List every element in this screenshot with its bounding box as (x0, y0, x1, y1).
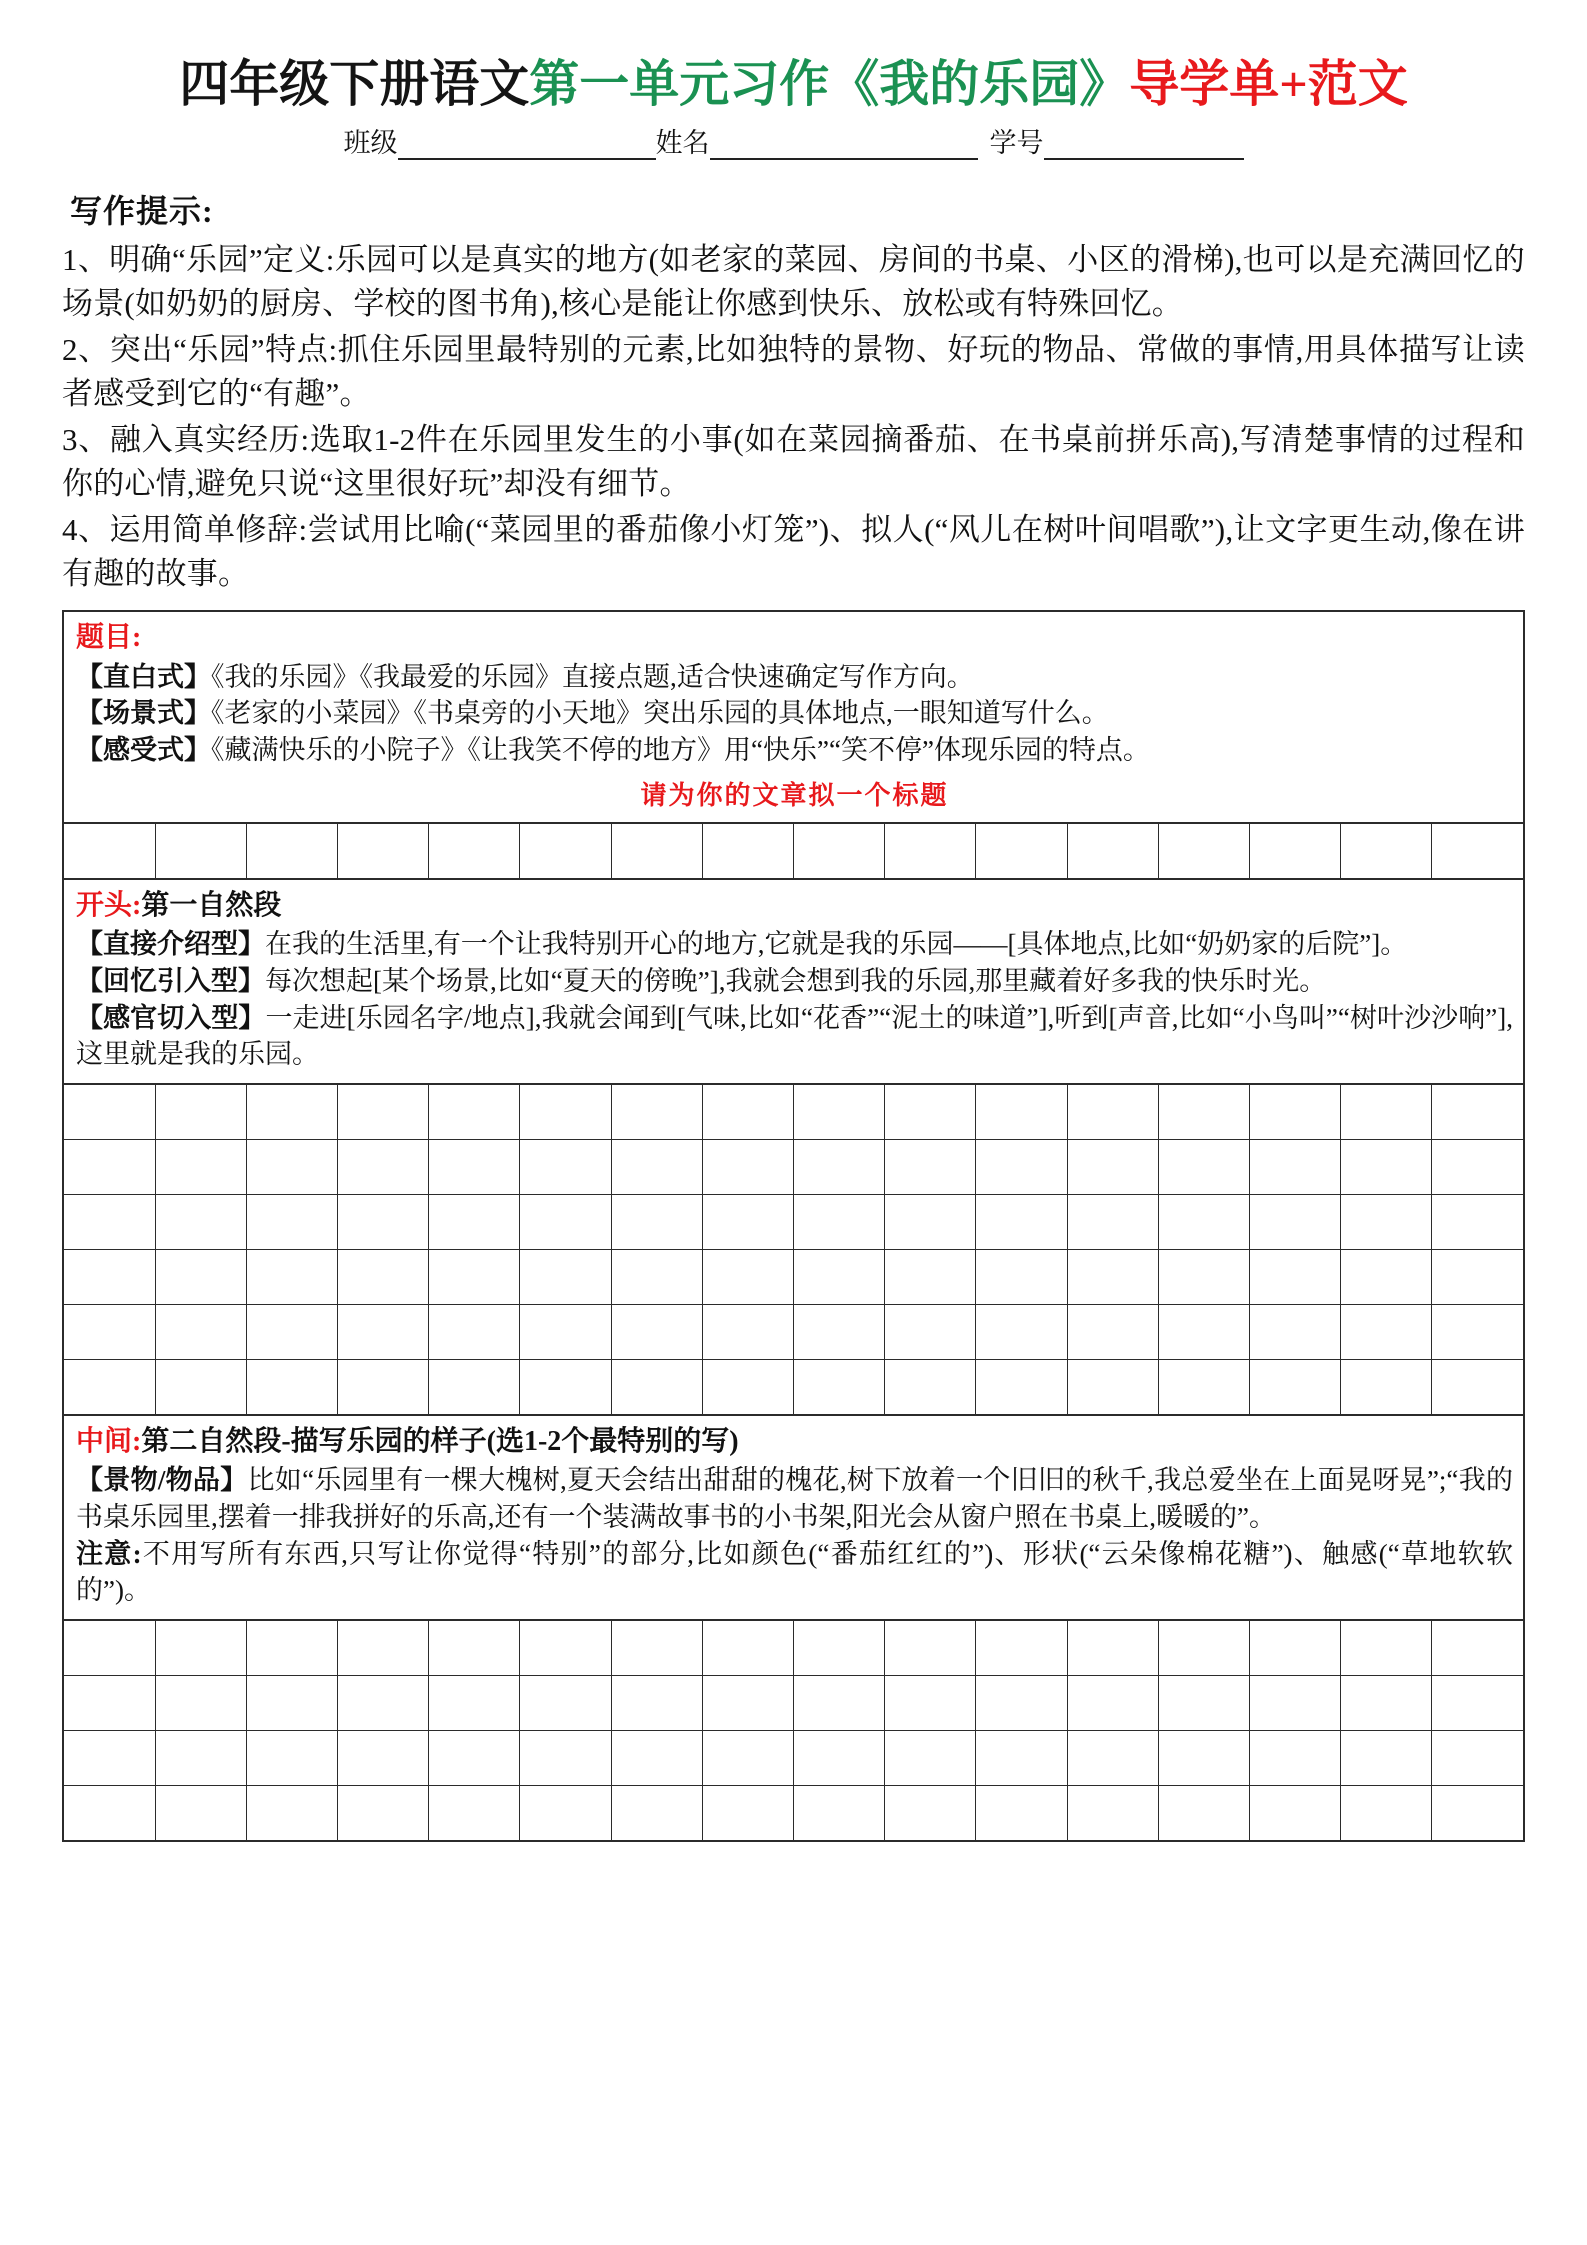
grid-cell[interactable] (246, 1731, 337, 1786)
grid-cell[interactable] (1432, 1139, 1523, 1194)
grid-cell[interactable] (155, 1085, 246, 1140)
grid-cell[interactable] (64, 1085, 155, 1140)
grid-cell[interactable] (155, 1304, 246, 1359)
grid-cell[interactable] (611, 1249, 702, 1304)
grid-cell[interactable] (1067, 1194, 1158, 1249)
grid-cell[interactable] (246, 1621, 337, 1676)
grid-cell[interactable] (702, 1621, 793, 1676)
grid-cell[interactable] (794, 824, 885, 878)
grid-cell[interactable] (246, 1304, 337, 1359)
opening-heading-red: 开头: (76, 889, 142, 921)
grid-cell[interactable] (1067, 1085, 1158, 1140)
opening-line-3 (76, 1000, 1513, 1073)
grid-cell[interactable] (429, 1621, 520, 1676)
middle-heading-black: 第二自然段-描写乐园的样子(选1-2个最特别的写) (141, 1425, 739, 1457)
topic-line-3 (76, 732, 1513, 769)
grid-cell[interactable] (520, 1621, 611, 1676)
grid-cell[interactable] (246, 1676, 337, 1731)
grid-cell[interactable] (246, 1139, 337, 1194)
name-blank[interactable] (710, 132, 978, 160)
class-field[interactable] (344, 121, 656, 160)
grid-cell[interactable] (611, 1621, 702, 1676)
grid-cell[interactable] (246, 1359, 337, 1414)
grid-cell[interactable] (1432, 1249, 1523, 1304)
grid-cell[interactable] (1249, 1304, 1340, 1359)
grid-cell[interactable] (1158, 1194, 1249, 1249)
grid-cell[interactable] (976, 1731, 1067, 1786)
grid-cell[interactable] (155, 1621, 246, 1676)
grid-cell[interactable] (155, 1139, 246, 1194)
class-blank[interactable] (398, 132, 656, 160)
grid-cell[interactable] (702, 1139, 793, 1194)
topic-writing-grid[interactable] (64, 824, 1523, 880)
topic-text-2: 《老家的小菜园》《书桌旁的小天地》突出乐园的具体地点,一眼知道写什么。 (211, 698, 1109, 729)
opening-text-2: 每次想起[某个场景,比如“夏天的傍晚”],我就会想到我的乐园,那里藏着好多我的快乐时光。 (265, 965, 1327, 996)
grid-cell[interactable] (1067, 824, 1158, 878)
grid-cell[interactable] (702, 1194, 793, 1249)
opening-label-2: 【回忆引入型】 (76, 965, 265, 996)
writing-tips-heading: 写作提示: (70, 193, 214, 229)
name-label: 姓名 (655, 128, 710, 158)
grid-cell[interactable] (155, 1249, 246, 1304)
grid-cell[interactable] (1341, 1249, 1432, 1304)
grid-row (64, 1085, 1523, 1140)
grid-cell[interactable] (611, 1304, 702, 1359)
class-label: 班级 (343, 128, 398, 158)
middle-line-1 (76, 1462, 1513, 1535)
grid-cell[interactable] (885, 1304, 976, 1359)
grid-cell[interactable] (885, 824, 976, 878)
middle-text-1: 比如“乐园里有一棵大槐树,夏天会结出甜甜的槐花,树下放着一个旧旧的秋千,我总爱坐在上面晃呀晃”;“我的书桌乐园里,摆着一排我拼好的乐高,还有一个装满故事书的小书架,阳光会从窗户照在书桌上,暖暖的”。 (76, 1465, 1513, 1533)
grid-cell[interactable] (338, 1085, 429, 1140)
grid-cell[interactable] (976, 1304, 1067, 1359)
grid-cell[interactable] (338, 1676, 429, 1731)
grid-cell[interactable] (976, 1676, 1067, 1731)
grid-cell[interactable] (338, 1786, 429, 1841)
grid-cell[interactable] (976, 1621, 1067, 1676)
grid-cell[interactable] (155, 1194, 246, 1249)
grid-cell[interactable] (1432, 1194, 1523, 1249)
grid-cell[interactable] (520, 1085, 611, 1140)
grid-cell[interactable] (520, 1304, 611, 1359)
grid-cell[interactable] (1249, 1676, 1340, 1731)
grid-cell[interactable] (246, 1249, 337, 1304)
topic-text-1: 《我的乐园》《我最爱的乐园》直接点题,适合快速确定写作方向。 (211, 661, 974, 692)
grid-cell[interactable] (702, 1359, 793, 1414)
grid-cell[interactable] (885, 1621, 976, 1676)
grid-cell[interactable] (64, 1194, 155, 1249)
middle-heading-red: 中间: (76, 1425, 142, 1457)
worksheet-sheet (62, 610, 1525, 1842)
grid-cell[interactable] (885, 1676, 976, 1731)
title-part-unit: 第一单元习作《我的乐园》 (529, 56, 1130, 112)
opening-text-3: 一走进[乐园名字/地点],我就会闻到[气味,比如“花香”“泥土的味道”],听到[声音,比如“小鸟叫”“树叶沙沙响”],这里就是我的乐园。 (76, 1002, 1514, 1070)
grid-cell[interactable] (1341, 1621, 1432, 1676)
opening-label-1: 【直接介绍型】 (76, 929, 265, 960)
grid-cell[interactable] (429, 1304, 520, 1359)
grid-cell[interactable] (976, 824, 1067, 878)
grid-cell[interactable] (520, 1676, 611, 1731)
middle-line-2 (76, 1536, 1513, 1609)
number-field[interactable] (990, 121, 1244, 160)
grid-cell[interactable] (1432, 1304, 1523, 1359)
grid-cell[interactable] (338, 1249, 429, 1304)
grid-cell[interactable] (1341, 1731, 1432, 1786)
grid-cell[interactable] (1158, 1304, 1249, 1359)
grid-cell[interactable] (794, 1621, 885, 1676)
grid-cell[interactable] (611, 1085, 702, 1140)
grid-cell[interactable] (1341, 1359, 1432, 1414)
grid-cell[interactable] (520, 1731, 611, 1786)
grid-cell[interactable] (155, 824, 246, 878)
grid-cell[interactable] (1341, 1194, 1432, 1249)
grid-cell[interactable] (520, 1359, 611, 1414)
topic-label-2: 【场景式】 (76, 698, 211, 729)
middle-grid-table[interactable] (64, 1621, 1523, 1840)
grid-cell[interactable] (1067, 1304, 1158, 1359)
grid-cell[interactable] (429, 1786, 520, 1841)
grid-cell[interactable] (64, 1731, 155, 1786)
opening-text-1: 在我的生活里,有一个让我特别开心的地方,它就是我的乐园——[具体地点,比如“奶奶家的后院”]。 (265, 929, 1408, 960)
opening-line-2 (76, 963, 1513, 1000)
grid-cell[interactable] (611, 1359, 702, 1414)
grid-cell[interactable] (155, 1676, 246, 1731)
grid-cell[interactable] (338, 1139, 429, 1194)
grid-cell[interactable] (1432, 1731, 1523, 1786)
opening-section (64, 880, 1523, 1085)
grid-cell[interactable] (702, 1304, 793, 1359)
grid-cell[interactable] (885, 1085, 976, 1140)
grid-cell[interactable] (976, 1139, 1067, 1194)
grid-cell[interactable] (1067, 1621, 1158, 1676)
grid-cell[interactable] (64, 1786, 155, 1841)
grid-cell[interactable] (429, 1139, 520, 1194)
grid-cell[interactable] (1158, 1676, 1249, 1731)
opening-line-1 (76, 926, 1513, 963)
grid-cell[interactable] (1249, 1249, 1340, 1304)
topic-line-2 (76, 695, 1513, 732)
grid-cell[interactable] (1341, 1786, 1432, 1841)
student-info-line (62, 121, 1525, 160)
grid-cell[interactable] (1249, 1085, 1340, 1140)
grid-cell[interactable] (1158, 1731, 1249, 1786)
number-label: 学号 (989, 128, 1044, 158)
grid-cell[interactable] (794, 1359, 885, 1414)
grid-cell[interactable] (64, 1139, 155, 1194)
grid-cell[interactable] (1158, 824, 1249, 878)
writing-tip-3: 3、融入真实经历:选取1-2件在乐园里发生的小事(如在菜园摘番茄、在书桌前拼乐高),写清楚事情的过程和你的心情,避免只说“这里很好玩”却没有细节。 (62, 422, 1525, 502)
grid-cell[interactable] (155, 1359, 246, 1414)
grid-cell[interactable] (429, 1194, 520, 1249)
grid-row (64, 1786, 1523, 1841)
grid-cell[interactable] (64, 1359, 155, 1414)
grid-row (64, 824, 1523, 878)
number-blank[interactable] (1044, 132, 1244, 160)
grid-cell[interactable] (1341, 1085, 1432, 1140)
grid-cell[interactable] (1341, 824, 1432, 878)
opening-section-heading (76, 888, 1513, 924)
opening-heading-black: 第一自然段 (141, 889, 282, 921)
grid-row (64, 1676, 1523, 1731)
middle-text-2: 不用写所有东西,只写让你觉得“特别”的部分,比如颜色(“番茄红红的”)、形状(“云朵像棉花糖”)、触感(“草地软软的”)。 (76, 1538, 1513, 1606)
grid-cell[interactable] (794, 1194, 885, 1249)
grid-cell[interactable] (64, 1676, 155, 1731)
middle-label-1: 【景物/物品】 (76, 1465, 248, 1496)
grid-row (64, 1359, 1523, 1414)
grid-cell[interactable] (611, 824, 702, 878)
grid-cell[interactable] (1067, 1359, 1158, 1414)
grid-cell[interactable] (429, 1249, 520, 1304)
grid-cell[interactable] (611, 1194, 702, 1249)
title-part-grade: 四年级下册语文 (179, 56, 530, 112)
topic-text-3: 《藏满快乐的小院子》《让我笑不停的地方》用“快乐”“笑不停”体现乐园的特点。 (211, 734, 1150, 765)
topic-label-3: 【感受式】 (76, 734, 211, 765)
middle-section (64, 1416, 1523, 1621)
grid-cell[interactable] (976, 1786, 1067, 1841)
grid-cell[interactable] (246, 1194, 337, 1249)
grid-cell[interactable] (338, 1304, 429, 1359)
grid-cell[interactable] (976, 1249, 1067, 1304)
grid-cell[interactable] (1158, 1359, 1249, 1414)
grid-cell[interactable] (1067, 1731, 1158, 1786)
grid-cell[interactable] (885, 1139, 976, 1194)
grid-cell[interactable] (1249, 1139, 1340, 1194)
grid-cell[interactable] (520, 1786, 611, 1841)
grid-cell[interactable] (1158, 1249, 1249, 1304)
writing-tip-4: 4、运用简单修辞:尝试用比喻(“菜园里的番茄像小灯笼”)、拟人(“风儿在树叶间唱歌”),让文字更生动,像在讲有趣的故事。 (62, 512, 1525, 592)
topic-label-1: 【直白式】 (76, 661, 211, 692)
middle-label-2: 注意: (76, 1538, 142, 1569)
grid-cell[interactable] (702, 1249, 793, 1304)
grid-cell[interactable] (611, 1139, 702, 1194)
opening-writing-grid[interactable] (64, 1085, 1523, 1416)
grid-cell[interactable] (246, 824, 337, 878)
opening-label-3: 【感官切入型】 (76, 1002, 266, 1033)
grid-cell[interactable] (429, 1085, 520, 1140)
grid-cell[interactable] (794, 1085, 885, 1140)
grid-cell[interactable] (1067, 1139, 1158, 1194)
grid-row (64, 1139, 1523, 1194)
page-title (62, 54, 1525, 115)
grid-cell[interactable] (1341, 1676, 1432, 1731)
grid-cell[interactable] (611, 1731, 702, 1786)
grid-row (64, 1249, 1523, 1304)
grid-cell[interactable] (520, 1249, 611, 1304)
grid-cell[interactable] (338, 1621, 429, 1676)
grid-cell[interactable] (1158, 1139, 1249, 1194)
middle-section-heading (76, 1424, 1513, 1460)
grid-cell[interactable] (702, 1085, 793, 1140)
grid-cell[interactable] (702, 824, 793, 878)
grid-cell[interactable] (64, 1304, 155, 1359)
grid-cell[interactable] (611, 1786, 702, 1841)
grid-cell[interactable] (429, 1359, 520, 1414)
grid-cell[interactable] (429, 1676, 520, 1731)
grid-cell[interactable] (1432, 1359, 1523, 1414)
grid-cell[interactable] (338, 824, 429, 878)
grid-cell[interactable] (155, 1731, 246, 1786)
grid-cell[interactable] (1432, 1786, 1523, 1841)
grid-cell[interactable] (64, 824, 155, 878)
grid-cell[interactable] (702, 1676, 793, 1731)
grid-cell[interactable] (429, 1731, 520, 1786)
grid-cell[interactable] (1067, 1676, 1158, 1731)
topic-prompt: 请为你的文章拟一个标题 (640, 780, 949, 810)
grid-row (64, 1194, 1523, 1249)
grid-cell[interactable] (1249, 1194, 1340, 1249)
name-field[interactable] (656, 121, 978, 160)
grid-cell[interactable] (976, 1194, 1067, 1249)
grid-row (64, 1304, 1523, 1359)
grid-cell[interactable] (1158, 1085, 1249, 1140)
grid-cell[interactable] (520, 1139, 611, 1194)
grid-cell[interactable] (1341, 1304, 1432, 1359)
grid-cell[interactable] (246, 1786, 337, 1841)
topic-section-heading (76, 620, 1513, 656)
topic-section (64, 612, 1523, 824)
grid-cell[interactable] (885, 1194, 976, 1249)
grid-cell[interactable] (155, 1786, 246, 1841)
grid-cell[interactable] (246, 1085, 337, 1140)
grid-cell[interactable] (794, 1139, 885, 1194)
grid-cell[interactable] (1249, 1786, 1340, 1841)
grid-cell[interactable] (1249, 1359, 1340, 1414)
grid-cell[interactable] (794, 1731, 885, 1786)
grid-cell[interactable] (1249, 1621, 1340, 1676)
grid-cell[interactable] (1158, 1621, 1249, 1676)
grid-cell[interactable] (1432, 1621, 1523, 1676)
grid-cell[interactable] (976, 1085, 1067, 1140)
topic-grid-table[interactable] (64, 824, 1523, 878)
grid-cell[interactable] (794, 1676, 885, 1731)
topic-heading-red: 题目: (76, 622, 142, 654)
grid-cell[interactable] (338, 1359, 429, 1414)
grid-cell[interactable] (520, 824, 611, 878)
grid-cell[interactable] (1067, 1249, 1158, 1304)
grid-cell[interactable] (338, 1731, 429, 1786)
grid-cell[interactable] (1158, 1786, 1249, 1841)
grid-cell[interactable] (611, 1676, 702, 1731)
grid-cell[interactable] (702, 1731, 793, 1786)
grid-row (64, 1621, 1523, 1676)
middle-writing-grid[interactable] (64, 1621, 1523, 1840)
topic-line-1 (76, 659, 1513, 696)
grid-cell[interactable] (338, 1194, 429, 1249)
opening-grid-table[interactable] (64, 1085, 1523, 1414)
grid-row (64, 1731, 1523, 1786)
grid-cell[interactable] (64, 1621, 155, 1676)
grid-cell[interactable] (885, 1249, 976, 1304)
grid-cell[interactable] (1432, 1085, 1523, 1140)
grid-cell[interactable] (885, 1359, 976, 1414)
title-part-type: 导学单+范文 (1129, 56, 1408, 112)
grid-cell[interactable] (1249, 824, 1340, 878)
grid-cell[interactable] (1341, 1139, 1432, 1194)
grid-cell[interactable] (1067, 1786, 1158, 1841)
grid-cell[interactable] (885, 1786, 976, 1841)
grid-cell[interactable] (794, 1786, 885, 1841)
grid-cell[interactable] (1249, 1731, 1340, 1786)
grid-cell[interactable] (1432, 1676, 1523, 1731)
writing-tip-1: 1、明确“乐园”定义:乐园可以是真实的地方(如老家的菜园、房间的书桌、小区的滑梯),也可以是充满回忆的场景(如奶奶的厨房、学校的图书角),核心是能让你感到快乐、放松或有特殊回忆。 (62, 242, 1525, 322)
grid-cell[interactable] (885, 1731, 976, 1786)
grid-cell[interactable] (702, 1786, 793, 1841)
grid-cell[interactable] (1432, 824, 1523, 878)
grid-cell[interactable] (976, 1359, 1067, 1414)
grid-cell[interactable] (794, 1249, 885, 1304)
grid-cell[interactable] (520, 1194, 611, 1249)
grid-cell[interactable] (794, 1304, 885, 1359)
grid-cell[interactable] (64, 1249, 155, 1304)
writing-tip-2: 2、突出“乐园”特点:抓住乐园里最特别的元素,比如独特的景物、好玩的物品、常做的事情,用具体描写让读者感受到它的“有趣”。 (62, 332, 1525, 412)
grid-cell[interactable] (429, 824, 520, 878)
